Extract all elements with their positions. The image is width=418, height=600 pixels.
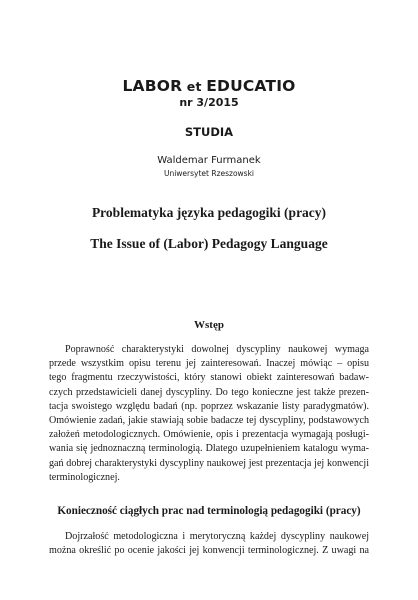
text-line: tego fragmentu rzeczywistości, który stanowi obiekt zainteresowań badaw- (49, 372, 369, 384)
section-paragraph (49, 530, 369, 558)
author-affiliation: Uniwersytet Rzeszowski (163, 169, 255, 178)
journal-title-part-1: LABOR (122, 77, 183, 95)
text-line: założeń metodologicznych. Omówienie, opis i prezentacja wymagają posługi- (49, 429, 369, 441)
section-heading: Konieczność ciągłych prac nad terminologią pedagogiki (pracy) (57, 505, 361, 517)
intro-paragraph (49, 343, 369, 485)
text-line: terminologicznej. (49, 471, 120, 483)
text-line: Dojrzałość metodologiczna i merytoryczną każdej dyscypliny naukowej (65, 531, 369, 542)
text-line: Omówienie zadań, jakie stawiają sobie badacze tej dyscypliny, podstawowych (49, 414, 369, 426)
journal-issue: nr 3/2015 (179, 96, 239, 109)
author-name: Waldemar Furmanek (157, 155, 261, 166)
text-line: można określić po ocenie jakości jej konwencji terminologicznej. Z uwagi na (49, 545, 369, 557)
journal-title-connector: et (182, 79, 207, 94)
intro-heading: Wstęp (194, 319, 224, 331)
text-line: czych przedstawicieli danej dyscypliny. Do tego konieczne jest także prezen- (49, 386, 369, 398)
text-line: gań dobrej charakterystyki dyscypliny naukowej jest prezentacja jej konwencji (49, 457, 369, 469)
text-line: przede wszystkim opisu terenu jej zainteresowań. Inaczej mówiąc – opisu (49, 358, 369, 370)
article-title-english: The Issue of (Labor) Pedagogy Language (90, 236, 328, 251)
article-title-polish: Problematyka języka pedagogiki (pracy) (91, 205, 327, 220)
journal-title-part-2: EDUCATIO (206, 77, 296, 95)
text-line: tacja swoistego względu badań (np. poprzez wskazanie listy paradygmatów). (49, 400, 369, 412)
text-line: Poprawność charakterystyki dowolnej dyscypliny naukowej wymaga (65, 344, 369, 355)
journal-title (0, 77, 418, 96)
text-line: wania się jednoznaczną terminologią. Dlatego uzupełnieniem katalogu wyma- (49, 443, 369, 455)
section-label: STUDIA (184, 125, 234, 139)
